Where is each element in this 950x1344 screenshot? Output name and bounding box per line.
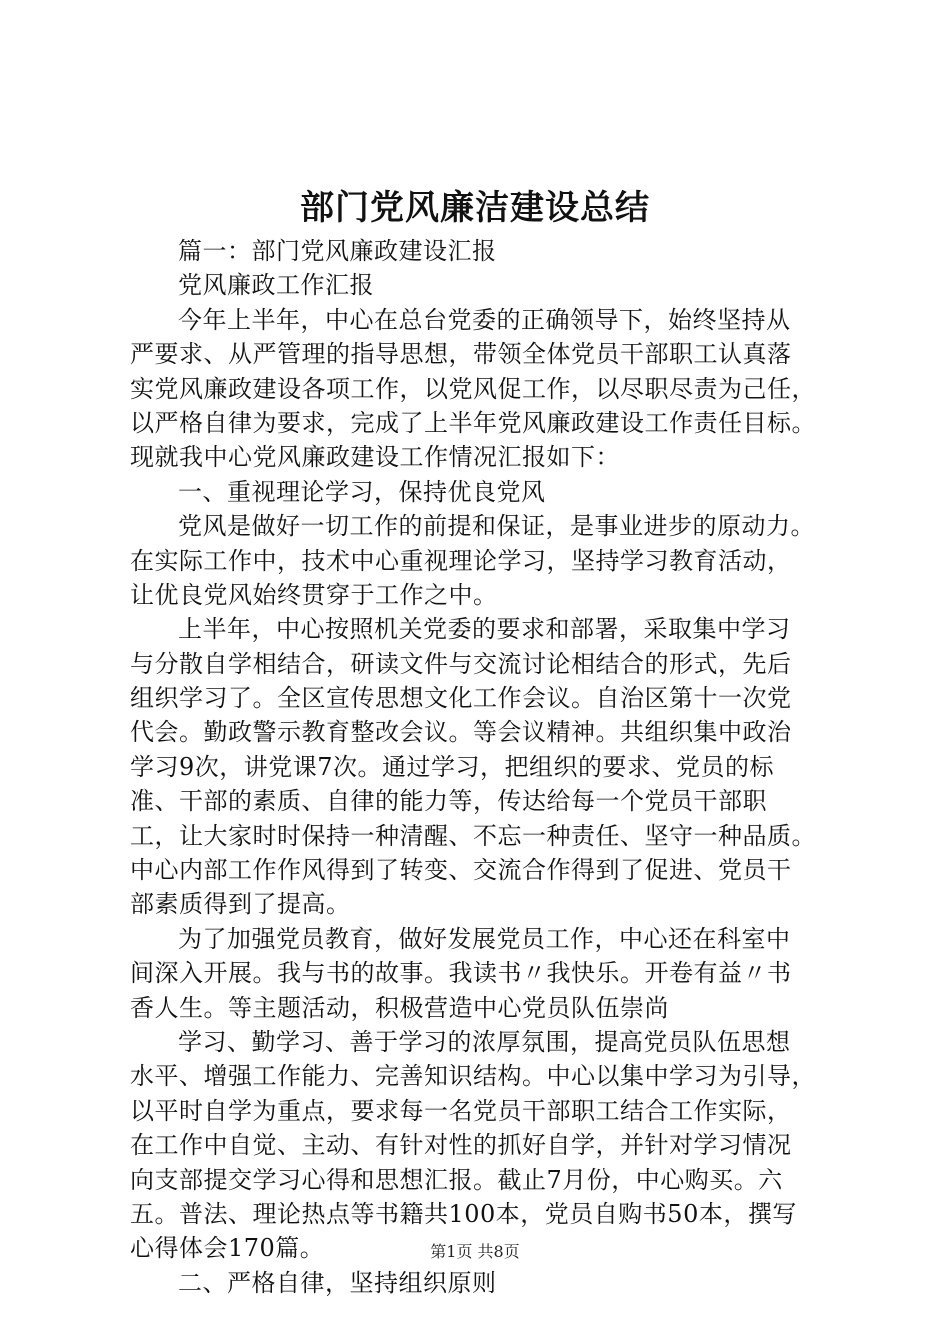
body-line: 工，让大家时时保持一种清醒、不忘一种责任、坚守一种品质。 [130,821,816,850]
body-line: 上半年，中心按照机关党委的要求和部署，采取集中学习 [178,615,791,644]
body-line: 实党风廉政建设各项工作，以党风促工作，以尽职尽责为己任， [130,374,816,403]
body-line: 向支部提交学习心得和思想汇报。截止7月份，中心购买。六 [130,1165,783,1194]
body-line: 在实际工作中，技术中心重视理论学习，坚持学习教育活动， [130,546,792,575]
body-line: 让优良党风始终贯穿于工作之中。 [130,580,498,609]
body-line: 心得体会170篇。 [130,1234,325,1263]
body-line: 水平、增强工作能力、完善知识结构。中心以集中学习为引导， [130,1062,816,1091]
body-line: 学习、勤学习、善于学习的浓厚氛围，提高党员队伍思想 [178,1027,791,1056]
document-title: 部门党风廉洁建设总结 [300,188,650,228]
body-line: 党风廉政工作汇报 [178,271,374,300]
body-line: 与分散自学相结合，研读文件与交流讨论相结合的形式，先后 [130,649,792,678]
section-heading: 一、重视理论学习，保持优良党风 [178,477,546,506]
page-footer: 第1页 共8页 [430,1242,520,1261]
body-line: 学习9次，讲党课7次。通过学习，把组织的要求、党员的标 [130,752,775,781]
section-heading: 二、严格自律，坚持组织原则 [178,1268,497,1297]
body-line: 篇一：部门党风廉政建设汇报 [178,237,497,265]
body-line: 香人生。等主题活动，积极营造中心党员队伍崇尚 [130,993,669,1022]
body-line: 部素质得到了提高。 [130,890,351,919]
body-line: 中心内部工作作风得到了转变、交流合作得到了促进、党员干 [130,856,792,885]
body-line: 以平时自学为重点，要求每一名党员干部职工结合工作实际， [130,1096,792,1125]
document-body [130,234,832,1300]
body-line: 今年上半年，中心在总台党委的正确领导下，始终坚持从 [178,305,791,334]
body-line: 为了加强党员教育，做好发展党员工作，中心还在科室中 [178,924,791,953]
body-line: 五。普法、理论热点等书籍共100本，党员自购书50本，撰写 [130,1199,797,1228]
body-line: 在工作中自觉、主动、有针对性的抓好自学，并针对学习情况 [130,1131,792,1160]
body-line: 代会。勤政警示教育整改会议。等会议精神。共组织集中政治 [130,718,792,747]
body-line: 以严格自律为要求，完成了上半年党风廉政建设工作责任目标。 [130,408,816,437]
body-line: 组织学习了。全区宣传思想文化工作会议。自治区第十一次党 [130,684,792,713]
body-line: 现就我中心党风廉政建设工作情况汇报如下： [130,443,620,472]
body-line: 间深入开展。我与书的故事。我读书〃我快乐。开卷有益〃书 [130,959,792,988]
body-line: 严要求、从严管理的指导思想，带领全体党员干部职工认真落 [130,340,792,369]
body-line: 准、干部的素质、自律的能力等，传达给每一个党员干部职 [130,787,767,816]
body-line: 党风是做好一切工作的前提和保证，是事业进步的原动力。 [178,512,815,541]
